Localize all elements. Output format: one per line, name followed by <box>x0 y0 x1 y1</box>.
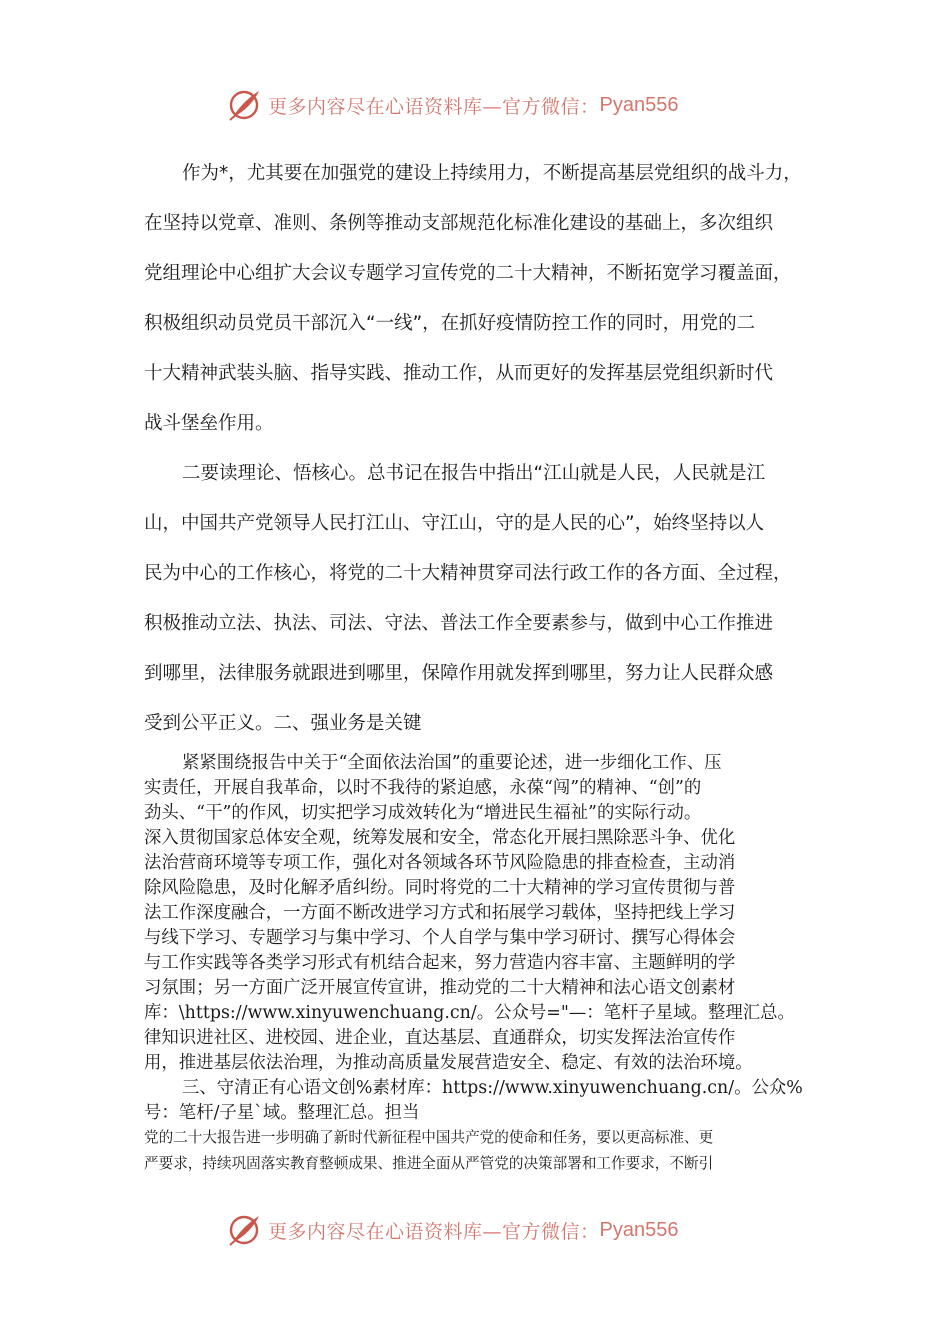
text-line: 习氛围；另一方面广泛开展宣传宣讲，推动党的二十大精神和法心语文创素材 <box>144 978 736 998</box>
text-line: 除风险隐患，及时化解矛盾纠纷。同时将党的二十大精神的学习宣传贯彻与普 <box>144 878 736 898</box>
text-line: 党组理论中心组扩大会议专题学习宣传党的二十大精神，不断拓宽学习覆盖面， <box>144 263 792 284</box>
footer-banner <box>226 1210 678 1250</box>
banner-text: 更多内容尽在心语资料库—官方微信： <box>268 1220 600 1243</box>
text-line: 深入贯彻国家总体安全观，统筹发展和安全，常态化开展扫黑除恶斗争、优化 <box>144 828 736 848</box>
text-line: 战斗堡垒作用。 <box>144 413 274 434</box>
text-line: 与线下学习、专题学习与集中学习、个人自学与集中学习研讨、撰写心得体会 <box>144 928 736 948</box>
text-line: 法工作深度融合，一方面不断改进学习方式和拓展学习载体，坚持把线上学习 <box>144 903 736 923</box>
text-line: 法治营商环境等专项工作，强化对各领域各环节风险隐患的排查检查，主动消 <box>144 853 736 873</box>
text-line: 积极推动立法、执法、司法、守法、普法工作全要素参与，做到中心工作推进 <box>144 613 774 634</box>
text-line: 律知识进社区、进校园、进企业，直达基层、直通群众，切实发挥法治宣传作 <box>144 1028 736 1048</box>
text-line: 受到公平正义。二、强业务是关键 <box>144 713 422 734</box>
header-banner <box>226 85 678 125</box>
quill-logo-icon <box>226 1212 262 1248</box>
text-line: 劲头、“干”的作风，切实把学习成效转化为“增进民生福祉”的实际行动。 <box>144 803 702 823</box>
text-line: 严要求，持续巩固落实教育整顿成果、推进全面从严管党的决策部署和工作要求，不断引 <box>144 1155 714 1172</box>
text-line: 二要读理论、悟核心。总书记在报告中指出“江山就是人民，人民就是江 <box>182 463 766 484</box>
banner-text: 更多内容尽在心语资料库—官方微信： <box>268 95 600 118</box>
text-line: 实责任，开展自我革命，以时不我待的紧迫感，永葆“闯”的精神、“创”的 <box>144 778 702 798</box>
text-line: 用，推进基层依法治理，为推动高质量发展营造安全、稳定、有效的法治环境。 <box>144 1053 753 1073</box>
text-line: 山，中国共产党领导人民打江山、守江山，守的是人民的心”，始终坚持以人 <box>144 513 765 534</box>
text-line: 库：\https://www.xinyuwenchuang.cn/。公众号="—：笔杆子星域。整理汇总。 <box>144 1003 795 1023</box>
text-line: 与工作实践等各类学习形式有机结合起来，努力营造内容丰富、主题鲜明的学 <box>144 953 736 973</box>
text-line: 号：笔杆/子星`域。整理汇总。担当 <box>144 1103 420 1123</box>
text-line: 到哪里，法律服务就跟进到哪里，保障作用就发挥到哪里，努力让人民群众感 <box>144 663 774 684</box>
text-line: 民为中心的工作核心，将党的二十大精神贯穿司法行政工作的各方面、全过程， <box>144 563 792 584</box>
banner-wechat-id: Pyan556 <box>599 1218 679 1241</box>
text-line: 紧紧围绕报告中关于“全面依法治国”的重要论述，进一步细化工作、压 <box>182 753 722 773</box>
text-line: 十大精神武装头脑、指导实践、推动工作，从而更好的发挥基层党组织新时代 <box>144 363 774 384</box>
text-line: 党的二十大报告进一步明确了新时代新征程中国共产党的使命和任务，要以更高标准、更 <box>144 1129 714 1146</box>
text-line: 作为*，尤其要在加强党的建设上持续用力，不断提高基层党组织的战斗力， <box>182 163 802 184</box>
text-line: 三、守清正有心语文创%素材库：https://www.xinyuwenchuang.cn/。公众% <box>182 1078 803 1098</box>
text-line: 积极组织动员党员干部沉入“一线”，在抓好疫情防控工作的同时，用党的二 <box>144 313 756 334</box>
banner-wechat-id: Pyan556 <box>599 93 679 116</box>
text-line: 在坚持以党章、准则、条例等推动支部规范化标准化建设的基础上，多次组织 <box>144 213 774 234</box>
quill-logo-icon <box>226 87 262 123</box>
